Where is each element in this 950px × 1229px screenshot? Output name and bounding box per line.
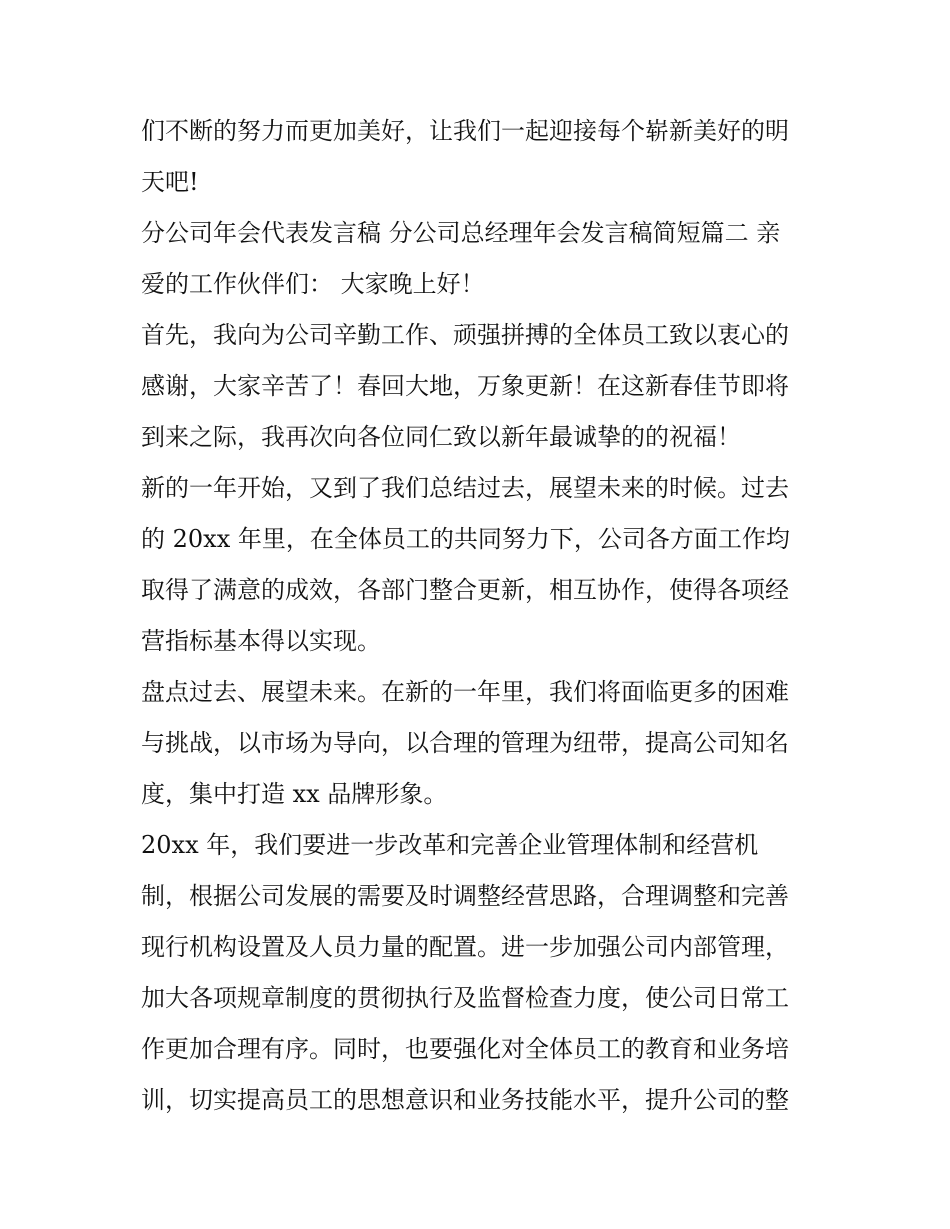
text-line: 爱的工作伙伴们： 大家晚上好！ [141, 270, 485, 298]
text-line: 训，切实提高员工的思想意识和业务技能水平，提升公司的整 [141, 1086, 789, 1114]
text-line: 与挑战，以市场为导向，以合理的管理为纽带，提高公司知名 [141, 729, 789, 757]
text-line: 的 20xx 年里，在全体员工的共同努力下，公司各方面工作均 [141, 525, 790, 553]
text-line: 感谢，大家辛苦了！春回大地，万象更新！在这新春佳节即将 [141, 372, 789, 400]
text-line: 营指标基本得以实现。 [141, 627, 381, 655]
text-line: 首先，我向为公司辛勤工作、顽强拼搏的全体员工致以衷心的 [141, 321, 789, 349]
text-line: 加大各项规章制度的贯彻执行及监督检查力度，使公司日常工 [141, 984, 789, 1012]
text-line: 现行机构设置及人员力量的配置。进一步加强公司内部管理， [141, 933, 789, 961]
text-line: 度，集中打造 xx 品牌形象。 [141, 780, 448, 808]
document-body [141, 106, 821, 1126]
text-line: 分公司年会代表发言稿 分公司总经理年会发言稿简短篇二 亲 [141, 219, 781, 247]
text-line: 作更加合理有序。同时，也要强化对全体员工的教育和业务培 [141, 1035, 789, 1063]
text-line: 天吧! [141, 168, 199, 196]
text-line: 们不断的努力而更加美好，让我们一起迎接每个崭新美好的明 [141, 117, 789, 145]
text-line: 新的一年开始，又到了我们总结过去，展望未来的时候。过去 [141, 474, 789, 502]
text-line: 20xx 年，我们要进一步改革和完善企业管理体制和经营机 [141, 831, 759, 859]
text-line: 盘点过去、展望未来。在新的一年里，我们将面临更多的困难 [141, 678, 789, 706]
text-line: 到来之际，我再次向各位同仁致以新年最诚挚的的祝福！ [141, 423, 741, 451]
text-line: 取得了满意的成效，各部门整合更新，相互协作，使得各项经 [141, 576, 789, 604]
text-line: 制，根据公司发展的需要及时调整经营思路，合理调整和完善 [141, 882, 789, 910]
